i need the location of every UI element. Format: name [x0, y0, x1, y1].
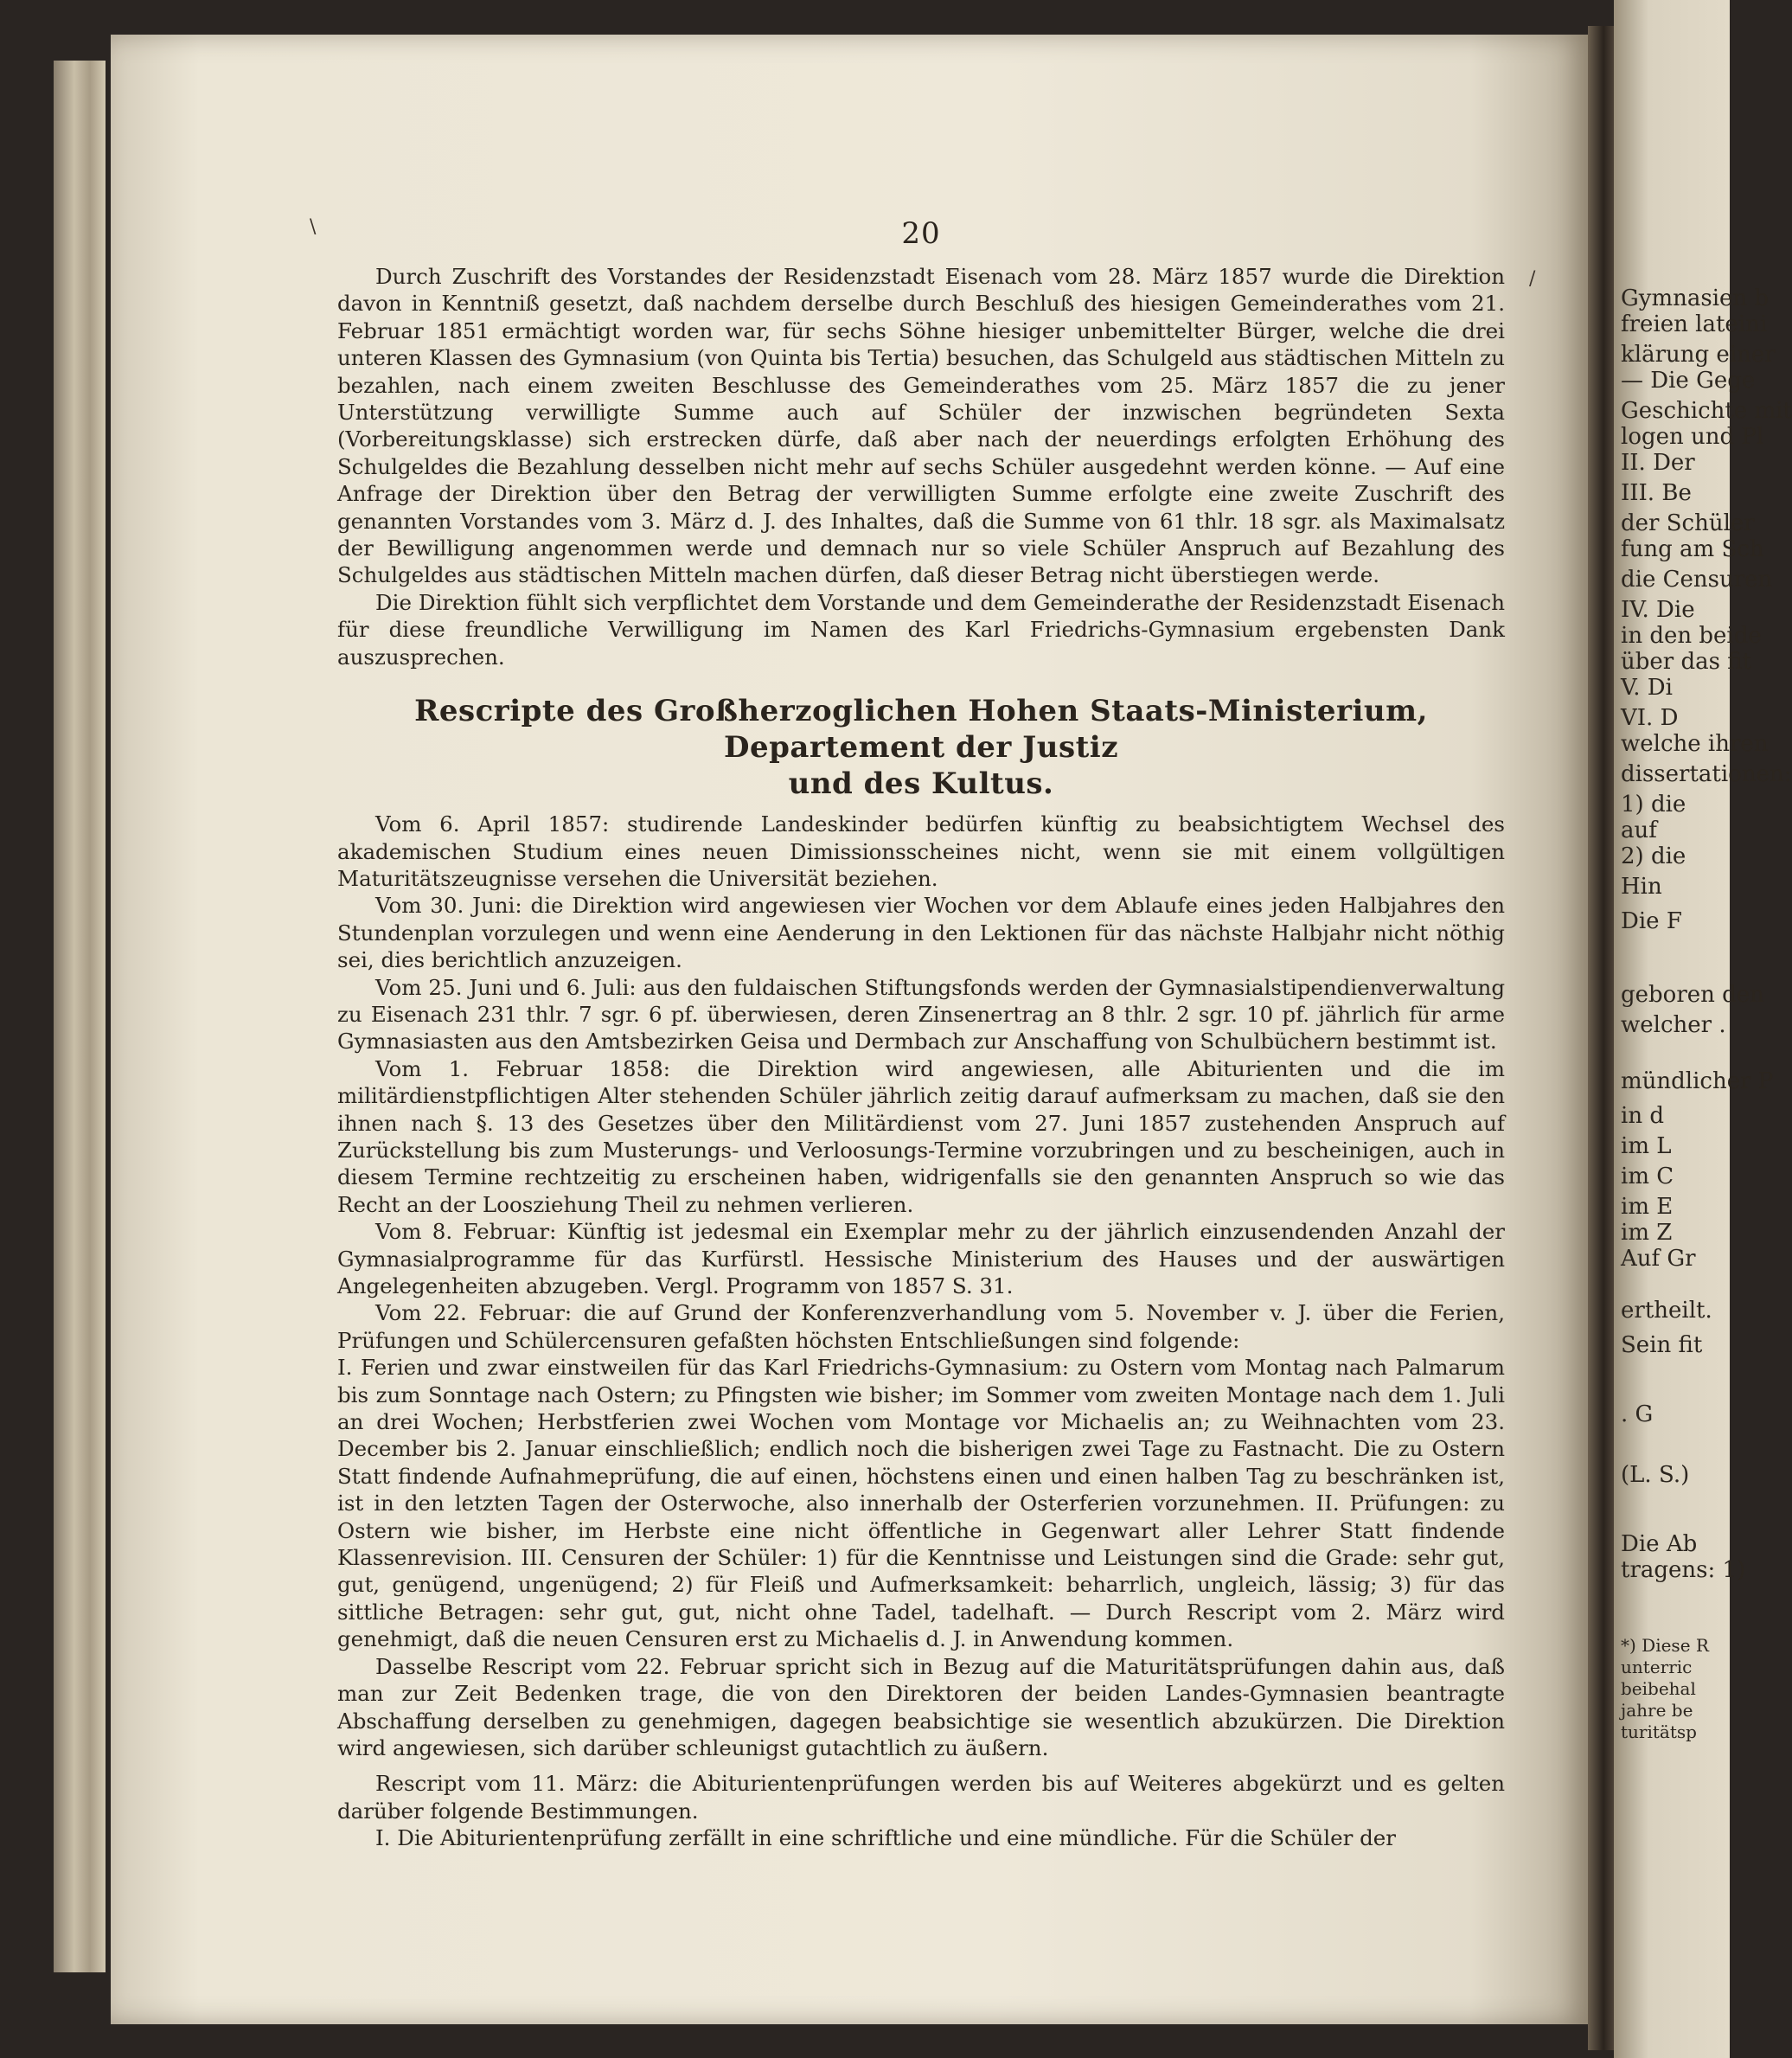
adjacent-page-text: dissertationen: — [1621, 761, 1792, 787]
adjacent-page-text: 1) die — [1621, 792, 1686, 817]
adjacent-page-text: auf — [1621, 817, 1657, 843]
paragraph: Vom 1. Februar 1858: die Direktion wird angewiesen, alle Abiturienten und die im militärdienstpflichtigen Alter stehenden Schüler jährlich zeitig darauf aufmerksam zu machen, daß sie den ihnen nach §. 13 des Gesetzes über den Militärdienst vom 27. Juni 1857 zustehenden Anspruch auf Zurückstellung bis zum Musterungs- und Verloosungs-Termine vorzubringen und zu bescheinigen, auch in diesem Termine rechtzeitig zu erscheinen haben, widrigenfalls sie den genannten Anspruch so wie das Recht an der Loosziehung Theil zu nehmen verlieren. — [337, 1055, 1505, 1217]
paragraph: Vom 22. Februar: die auf Grund der Konferenzverhandlung vom 5. November v. J. über die Ferien, Prüfungen und Schülercensuren gefaßten höchsten Entschließungen sind folgende: — [337, 1300, 1505, 1353]
adjacent-page-text: logen und Pl — [1621, 424, 1764, 450]
adjacent-page-text: turitätsp — [1621, 1721, 1697, 1742]
paragraph: Die Direktion fühlt sich verpflichtet dem Vorstande und dem Gemeinderathe der Residenzstadt Eisenach für diese freundliche Verwilligung im Namen des Karl Friedrichs-Gymnasium ergebensten Dank auszusprechen. — [337, 589, 1505, 670]
adjacent-page-text: klärung einer — [1621, 342, 1776, 368]
adjacent-page-text: Sein fit — [1621, 1332, 1703, 1358]
paragraph: Rescript vom 11. März: die Abiturientenprüfungen werden bis auf Weiteres abgekürzt und es gelten darüber folgende Bestimmungen. — [337, 1771, 1505, 1824]
adjacent-page-text: welche ihren — [1621, 731, 1769, 757]
paragraph: I. Ferien und zwar einstweilen für das Karl Friedrichs-Gymnasium: zu Ostern vom Montag nach Palmarum bis zum Sonntage nach Ostern; zu Pfingsten wie bisher; im Sommer vom zweiten Montage nach dem 1. Juli an drei Wochen; Herbstferien zwei Wochen vom Montage vor Michaelis an; zu Weihnachten vom 23. December bis 2. Januar einschließlich; endlich noch die bisherigen zwei Tage zu Fastnacht. Die zu Ostern Statt findende Aufnahmeprüfung, die auf einen, höchstens einen und einen halben Tag zu beschränken ist, ist in den letzten Tagen der Osterwoche, also innerhalb der Osterferien vorzunehmen. II. Prüfungen: zu Ostern wie bisher, im Herbste eine nicht öffentliche in Gegenwart aller Lehrer Statt findende Klassenrevision. III. Censuren der Schüler: 1) für die Kenntnisse und Leistungen sind die Grade: sehr gut, gut, genügend, ungenügend; 2) für Fleiß und Aufmerksamkeit: beharrlich, ungleich, lässig; 3) für das sittliche Betragen: sehr gut, gut, nicht ohne Tadel, tadelhaft. — Durch Rescript vom 2. März wird genehmigt, daß die neuen Censuren erst zu Michaelis d. J. in Anwendung kommen. — [337, 1355, 1505, 1652]
paragraph: Vom 8. Februar: Künftig ist jedesmal ein Exemplar mehr zu der jährlich einzusendenden Anzahl der Gymnasialprogramme für das Kurfürstl. Hessische Ministerium des Hauses und der auswärtigen Angelegenheiten abzugeben. Vergl. Programm von 1857 S. 31. — [337, 1219, 1505, 1298]
adjacent-page-text: Die Ab — [1621, 1531, 1698, 1557]
adjacent-page-text: über das fit — [1621, 649, 1752, 675]
page-content — [337, 216, 1505, 1852]
adjacent-page-text: *) Diese R — [1621, 1635, 1709, 1656]
adjacent-page-fragment — [1614, 0, 1792, 2058]
adjacent-page-text: geboren den — [1621, 982, 1764, 1008]
adjacent-page-text: — Die Gege — [1621, 368, 1756, 394]
paragraph: Vom 6. April 1857: studirende Landeskinder bedürfen künftig zu beabsichtigtem Wechsel des akademischen Studium eines neuen Dimissionsscheines nicht, wenn sie mit einem vollgültigen Maturitätszeugnisse versehen die Universität beziehen. — [337, 811, 1505, 891]
adjacent-page-text: im L — [1621, 1133, 1672, 1159]
adjacent-page-text: IV. Die — [1621, 597, 1695, 623]
adjacent-page-text: jahre be — [1621, 1700, 1693, 1721]
stray-mark: \ — [310, 216, 317, 238]
adjacent-page-text: (L. S.) — [1621, 1462, 1690, 1488]
page-edges — [54, 61, 106, 1972]
adjacent-page-text: in d — [1621, 1103, 1664, 1129]
adjacent-page-text: die Censuren — [1621, 567, 1773, 593]
adjacent-page-text: in den beide — [1621, 623, 1762, 649]
paragraph: I. Die Abiturientenprüfung zerfällt in eine schriftliche und eine mündliche. Für die Schüler der — [375, 1825, 1396, 1851]
adjacent-page-text: beibehal — [1621, 1678, 1696, 1699]
adjacent-page-text: der Schüler — [1621, 510, 1755, 536]
section-heading — [337, 693, 1505, 802]
adjacent-page-text: welcher . — [1621, 1012, 1726, 1038]
paragraph: Durch Zuschrift des Vorstandes der Residenzstadt Eisenach vom 28. März 1857 wurde die Direktion davon in Kenntniß gesetzt, daß nachdem derselbe durch Beschluß des hiesigen Gemeinderathes vom 21. Februar 1851 ermächtigt worden war, für sechs Söhne hiesiger unbemittelter Bürger, welche die drei unteren Klassen des Gymnasium (von Quinta bis Tertia) besuchen, das Schulgeld aus städtischen Mitteln zu bezahlen, nach einem zweiten Beschlusse des Gemeinderathes vom 25. März 1857 die zu jener Unterstützung verwilligte Summe auch auf Schüler der inzwischen begründeten Sexta (Vorbereitungsklasse) sich erstrecken dürfe, daß aber nach der neuerdings erfolgten Erhöhung des Schulgeldes die Bezahlung desselben nicht mehr auf sechs Schüler ausgedehnt werden könne. — Auf eine Anfrage der Direktion über den Betrag der verwilligten Summe erfolgte eine zweite Zuschrift des genannten Vorstandes vom 3. März d. J. des Inhaltes, daß die Summe von 61 thlr. 18 sgr. als Maximalsatz der Bewilligung angenommen werde und demnach nur so viele Schüler Anspruch auf Bezahlung des Schulgeldes aus städtischen Mitteln machen dürfen, daß dieser Betrag nicht überstiegen werde. — [337, 264, 1505, 588]
adjacent-page-text: Die F — [1621, 908, 1682, 934]
book-spine — [1588, 26, 1614, 2050]
paragraph: Vom 25. Juni und 6. Juli: aus den fuldaischen Stiftungsfonds werden der Gymnasialstipendienverwaltung zu Eisenach 231 thlr. 7 sgr. 6 pf. überwiesen, deren Zinsenertrag an 8 thlr. 2 sgr. 10 pf. jährlich für arme Gymnasiasten aus den Amtsbezirken Geisa und Dermbach zur Anschaffung von Schulbüchern bestimmt ist. — [337, 974, 1505, 1055]
adjacent-page-text: . G — [1621, 1401, 1654, 1427]
adjacent-page-text: 2) die — [1621, 843, 1686, 869]
section-heading-line: Rescripte des Großherzoglichen Hohen Staats-Ministerium, Departement der Justiz — [414, 694, 1428, 766]
adjacent-page-text: freien lateini — [1621, 311, 1768, 337]
adjacent-page-text: Geschichte mit — [1621, 398, 1792, 424]
adjacent-page-text: Auf Gr — [1621, 1246, 1696, 1272]
paragraph: Dasselbe Rescript vom 22. Februar spricht sich in Bezug auf die Maturitätsprüfungen dahin aus, daß man zur Zeit Bedenken trage, die von den Direktoren der beiden Landes-Gymnasien beantragte Abschaffung derselben zu genehmigen, dagegen beabsichtige sie wesentlich abzukürzen. Die Direktion wird angewiesen, sich darüber schleunigst gutachtlich zu äußern. — [337, 1653, 1505, 1760]
adjacent-page-text: Hin — [1621, 874, 1662, 900]
adjacent-page-text: unterric — [1621, 1657, 1693, 1677]
adjacent-page-text: im E — [1621, 1194, 1674, 1220]
adjacent-page-text: II. Der — [1621, 450, 1695, 476]
adjacent-page-text: Gymnasien b — [1621, 285, 1770, 311]
adjacent-page-text: ertheilt. — [1621, 1298, 1712, 1324]
adjacent-page-text: VI. D — [1621, 705, 1679, 731]
section-heading-line: und des Kultus. — [788, 766, 1054, 802]
stray-mark: / — [1529, 268, 1536, 290]
adjacent-page-text: V. Di — [1621, 675, 1673, 701]
adjacent-page-text: III. Be — [1621, 480, 1692, 506]
adjacent-page-text: tragens: 1) — [1621, 1557, 1746, 1583]
adjacent-page-text: im Z — [1621, 1220, 1673, 1246]
page-number: 20 — [901, 216, 941, 251]
adjacent-page-text: mündlicher P — [1621, 1068, 1774, 1094]
adjacent-page-text: fung am Sch — [1621, 536, 1764, 562]
paragraph: Vom 30. Juni: die Direktion wird angewiesen vier Wochen vor dem Ablaufe eines jeden Halbjahres den Stundenplan vorzulegen und wenn eine Aenderung in den Lektionen für das nächste Halbjahr nicht nöthig sei, dies berichtlich anzuzeigen. — [337, 893, 1505, 973]
adjacent-page-text: im C — [1621, 1164, 1674, 1189]
